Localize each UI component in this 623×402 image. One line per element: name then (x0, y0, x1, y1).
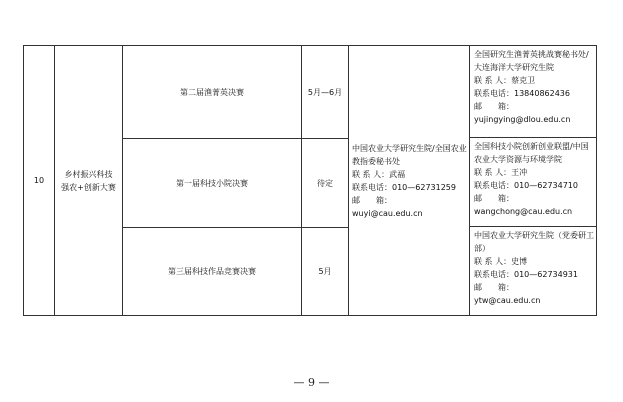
schedule-table (23, 45, 597, 316)
contact-line: 全国科技小院创新创业联盟/中国 (474, 142, 589, 151)
contact-line: 联系电话：010—62734710 (474, 181, 578, 190)
contact-line: 全国研究生渔菁英挑战赛秘书处/ (474, 50, 589, 59)
page-number: — 9 — (293, 376, 330, 389)
contact-cell (470, 46, 597, 137)
contact-line: 联 系 人：史博 (474, 257, 528, 266)
event-time-cell (302, 46, 348, 138)
event-name: 第一届科技小院决赛 (176, 178, 248, 188)
organizer-line: 教指委秘书处 (352, 156, 400, 166)
competition-name-text: 乡村振兴科技强农+创新大赛 (61, 169, 116, 192)
contact-line: 联系电话：010—62734931 (474, 270, 578, 279)
event-time-cell (302, 139, 348, 227)
organizer-line: 中国农业大学研究生院/全国农业 (352, 143, 467, 153)
event-time: 5月 (318, 267, 332, 276)
contact-line: 邮 箱： (474, 102, 514, 111)
organizer-line: 邮 箱： (352, 195, 392, 205)
contact-line: 大连海洋大学研究生院 (474, 63, 554, 72)
row-number-text: 10 (33, 176, 45, 185)
event-time: 待定 (317, 178, 333, 188)
organizer-cell (349, 46, 469, 315)
contact-line: 邮 箱： (474, 194, 514, 203)
contact-cell (470, 138, 597, 226)
contact-line: 邮 箱： (474, 283, 514, 292)
contact-email: ytw@cau.edu.cn (474, 296, 541, 305)
organizer-line: 联系电话：010—62731259 (352, 182, 456, 192)
organizer-email: wuyi@cau.edu.cn (352, 208, 423, 218)
event-name-cell (123, 139, 301, 227)
contact-line: 部） (474, 244, 490, 253)
event-time-cell (302, 228, 348, 315)
event-name-cell (123, 46, 301, 138)
contact-line: 联 系 人：王冲 (474, 168, 528, 177)
contact-line: 联系电话：13840862436 (474, 89, 570, 98)
contact-email: yujingying@dlou.edu.cn (474, 115, 571, 124)
contact-email: wangchong@cau.edu.cn (474, 207, 573, 216)
contact-line: 中国农业大学研究生院（党委研工 (474, 231, 594, 240)
event-name-cell (123, 228, 301, 315)
event-name: 第三届科技作品竞赛决赛 (168, 267, 256, 276)
contact-cell (470, 227, 597, 315)
organizer-line: 联 系 人：武福 (352, 169, 406, 179)
contact-line: 农业大学资源与环境学院 (474, 155, 562, 164)
row-number (24, 46, 54, 315)
contact-line: 联 系 人：蔡克卫 (474, 76, 536, 85)
event-name: 第二届渔菁英决赛 (180, 87, 244, 97)
competition-name (55, 46, 122, 315)
event-time: 5月—6月 (307, 87, 343, 97)
